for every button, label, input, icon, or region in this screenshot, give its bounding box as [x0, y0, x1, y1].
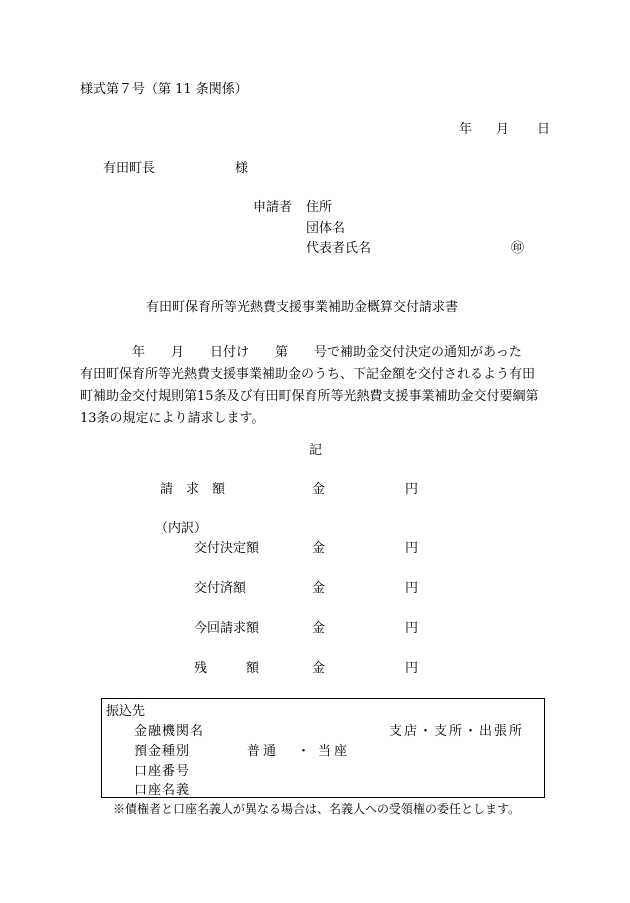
request-amount-yen: 円 [405, 482, 419, 497]
breakdown-row-yen: 円 [405, 541, 419, 556]
account-number-label: 口座番号 [134, 764, 191, 779]
branch-options: 支店・支所・出張所 [389, 724, 525, 739]
addressee-name: 有田町長 [103, 161, 156, 176]
breakdown-row-kin: 金 [312, 581, 326, 596]
breakdown-row-yen: 円 [405, 581, 419, 596]
deposit-type-futsu: 普通 [247, 744, 280, 759]
breakdown-row-yen: 円 [405, 621, 419, 636]
breakdown-row-kin: 金 [312, 541, 326, 556]
breakdown-row-label: 交付決定額 [194, 541, 260, 556]
account-name-label: 口座名義 [134, 783, 191, 798]
date-year: 年 [459, 122, 473, 137]
institution-label: 金融機関名 [134, 724, 205, 739]
breakdown-row-kin: 金 [312, 661, 326, 676]
breakdown-row-label: 残 額 [194, 661, 260, 676]
applicant-address-label: 住所 [306, 200, 333, 215]
seal-mark: ㊞ [511, 241, 525, 256]
applicant-label: 申請者 [253, 200, 293, 215]
form-number: 様式第７号（第 11 条関係） [80, 82, 248, 97]
addressee-honorific: 様 [235, 161, 249, 176]
ki-heading: 記 [309, 443, 323, 458]
footnote: ※債権者と口座名義人が異なる場合は、名義人への受領権の委任とします。 [113, 802, 521, 816]
applicant-org-label: 団体名 [306, 221, 346, 236]
request-amount-kin: 金 [312, 482, 326, 497]
breakdown-row-label: 今回請求額 [194, 621, 260, 636]
body-line: 年 月 日付け 第 号で補助金交付決定の通知があった [80, 345, 522, 360]
breakdown-row-yen: 円 [405, 661, 419, 676]
request-amount-label: 請 求 額 [160, 482, 226, 497]
deposit-type-toza: 当座 [318, 744, 351, 759]
deposit-type-dot: ・ [297, 744, 311, 759]
date-month: 月 [496, 122, 510, 137]
body-line: 有田町保育所等光熱費支援事業補助金のうち、下記金額を交付されるよう有田 [80, 367, 536, 382]
breakdown-label: （内訳） [155, 521, 208, 536]
breakdown-row-label: 交付済額 [194, 581, 247, 596]
body-paragraph [80, 342, 552, 430]
date-day: 日 [537, 122, 551, 137]
bank-transfer-box [101, 698, 545, 798]
body-line: 13条の規定により請求します。 [80, 411, 265, 426]
breakdown-row-kin: 金 [312, 621, 326, 636]
deposit-type-label: 預金種別 [134, 744, 191, 759]
applicant-rep-label: 代表者氏名 [306, 241, 372, 256]
document-title: 有田町保育所等光熱費支援事業補助金概算交付請求書 [146, 300, 459, 315]
body-line: 町補助金交付規則第15条及び有田町保育所等光熱費支援事業補助金交付要綱第 [80, 389, 539, 404]
bank-heading: 振込先 [106, 704, 146, 719]
